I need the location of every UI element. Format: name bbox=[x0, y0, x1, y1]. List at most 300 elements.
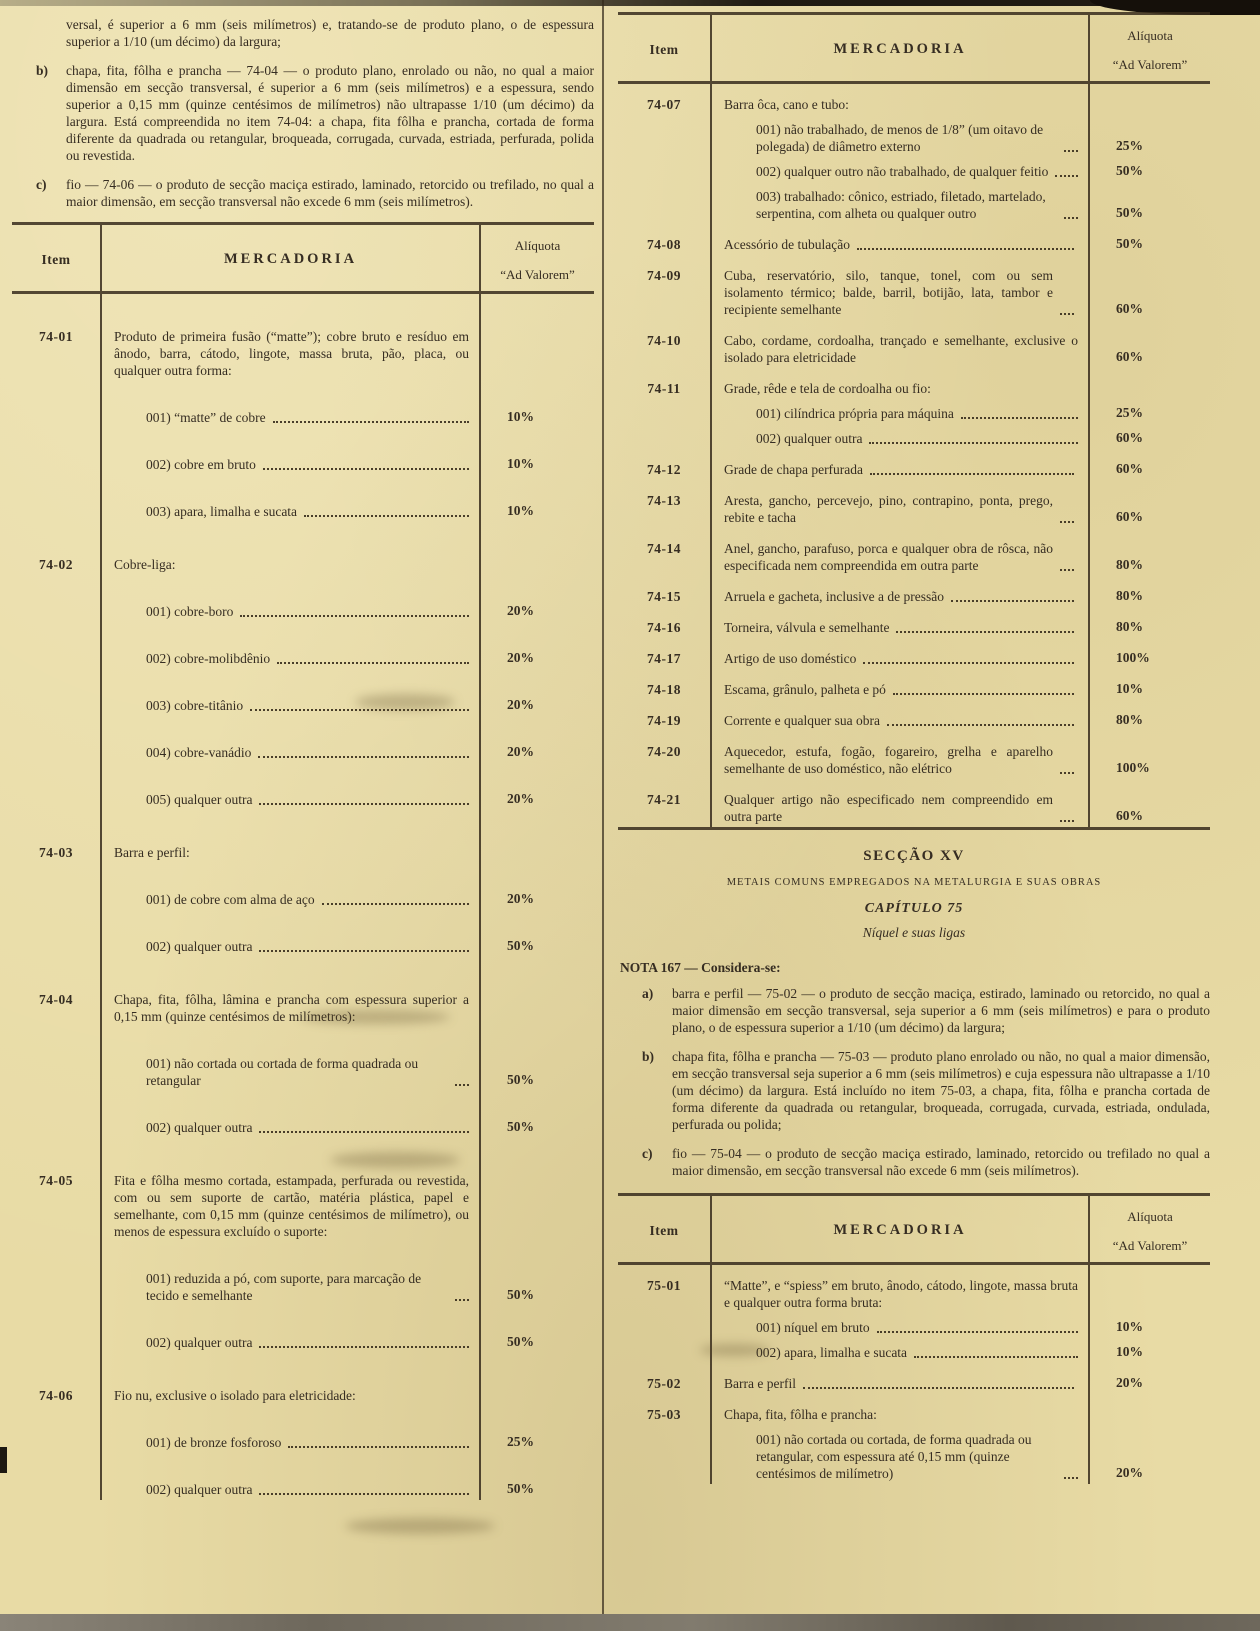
item-code bbox=[12, 716, 102, 763]
mercadoria-text: 002) apara, limalha e sucata bbox=[756, 1344, 1082, 1361]
mercadoria-text: Fio nu, exclusive o isolado para eletricidade: bbox=[114, 1388, 356, 1403]
aliquota-cell bbox=[1088, 424, 1210, 449]
aliquota-cell bbox=[1088, 182, 1210, 224]
aliquota-cell bbox=[1088, 1265, 1210, 1313]
dot-leader bbox=[259, 950, 469, 952]
aliquota-cell bbox=[1088, 449, 1210, 480]
mercadoria-text: Corrente e qualquer sua obra bbox=[724, 712, 1078, 729]
aliquota-value: 20% bbox=[507, 650, 534, 665]
mercadoria-cell bbox=[102, 810, 479, 863]
mercadoria-text: 003) apara, limalha e sucata bbox=[146, 503, 473, 520]
aliquota-value: 50% bbox=[507, 1072, 534, 1087]
ink-smudge bbox=[700, 1344, 770, 1356]
aliquota-value: 10% bbox=[1116, 681, 1143, 696]
aliquota-cell bbox=[1088, 669, 1210, 700]
dot-leader bbox=[1055, 175, 1078, 177]
mercadoria-cell bbox=[712, 1265, 1088, 1313]
mercadoria-text: 002) qualquer outra bbox=[146, 1119, 473, 1136]
mercadoria-text: Torneira, válvula e semelhante bbox=[724, 619, 1078, 636]
dot-leader bbox=[869, 442, 1078, 444]
scan-artifact-top-edge bbox=[0, 0, 1260, 6]
aliquota-value: 25% bbox=[1116, 138, 1143, 153]
mercadoria-text: Aresta, gancho, percevejo, pino, contrapino, ponta, prego, rebite e tacha bbox=[724, 492, 1078, 526]
aliquota-value: 50% bbox=[1116, 205, 1143, 220]
aliquota-cell bbox=[1088, 84, 1210, 115]
mercadoria-text: 001) não cortada ou cortada, de forma quadrada ou retangular, com espessura até 0,15 mm (quinze centésimos de milímetro) bbox=[756, 1431, 1082, 1482]
aliquota-value: 20% bbox=[507, 744, 534, 759]
dot-leader bbox=[304, 515, 469, 517]
mercadoria-text: 001) não cortada ou cortada de forma quadrada ou retangular bbox=[146, 1055, 473, 1089]
aliquota-cell bbox=[479, 1453, 594, 1500]
header-aliquota: Alíquota “Ad Valorem” bbox=[1088, 15, 1210, 84]
chapter-75-notes bbox=[618, 985, 1210, 1179]
dot-leader bbox=[288, 1446, 469, 1448]
aliquota-cell bbox=[1088, 399, 1210, 424]
mercadoria-text: 001) níquel em bruto bbox=[756, 1319, 1082, 1336]
item-code bbox=[618, 399, 712, 424]
right-column bbox=[618, 12, 1210, 1484]
aliquota-value: 100% bbox=[1116, 650, 1150, 665]
mercadoria-cell bbox=[712, 157, 1088, 182]
dot-leader bbox=[863, 662, 1074, 664]
aliquota-value: 80% bbox=[1116, 619, 1143, 634]
mercadoria-cell bbox=[102, 1453, 479, 1500]
mercadoria-text: 001) cilíndrica própria para máquina bbox=[756, 405, 1082, 422]
aliquota-value: 50% bbox=[507, 938, 534, 953]
aliquota-cell bbox=[1088, 1394, 1210, 1425]
mercadoria-text: Barra e perfil bbox=[724, 1375, 1078, 1392]
item-code bbox=[12, 910, 102, 957]
note-paragraph: b) chapa fita, fôlha e prancha — 75-03 — produto plano enrolado ou não, no qual a maior dimensão, em secção transversal seja superior a 6 mm (seis milímetros) e cuja espessura não ultrapasse a 1/10 (um décimo) da largura. Está incluído no item 75-03, a chapa, fita, fôlha e prancha cortada de forma diferente da quadrada ou retangular, broqueada, corrugada, curvada, estriada, ondulada, perfurada ou polida; bbox=[642, 1049, 1210, 1132]
tariff-table-copper-left bbox=[12, 222, 594, 1500]
dot-leader bbox=[1064, 217, 1078, 219]
aliquota-value: 60% bbox=[1116, 430, 1143, 445]
header-mercadoria: MERCADORIA bbox=[712, 15, 1088, 84]
aliquota-value: 50% bbox=[1116, 163, 1143, 178]
aliquota-value: 60% bbox=[1116, 461, 1143, 476]
mercadoria-cell bbox=[102, 622, 479, 669]
aliquota-value: 80% bbox=[1116, 712, 1143, 727]
item-code bbox=[12, 1242, 102, 1306]
item-code: 74-01 bbox=[12, 294, 102, 381]
mercadoria-cell bbox=[712, 424, 1088, 449]
dot-leader bbox=[259, 1131, 469, 1133]
mercadoria-cell bbox=[712, 480, 1088, 528]
dot-leader bbox=[277, 662, 469, 664]
item-code: 74-18 bbox=[618, 669, 712, 700]
item-code: 74-11 bbox=[618, 368, 712, 399]
item-code bbox=[12, 381, 102, 428]
aliquota-value: 50% bbox=[507, 1481, 534, 1496]
item-code: 74-10 bbox=[618, 320, 712, 368]
dot-leader bbox=[259, 1493, 469, 1495]
item-code bbox=[12, 575, 102, 622]
mercadoria-cell bbox=[712, 1363, 1088, 1394]
mercadoria-cell bbox=[102, 910, 479, 957]
item-code: 74-15 bbox=[618, 576, 712, 607]
mercadoria-cell bbox=[712, 368, 1088, 399]
item-code: 74-20 bbox=[618, 731, 712, 779]
mercadoria-cell bbox=[712, 449, 1088, 480]
mercadoria-text: 001) “matte” de cobre bbox=[146, 409, 473, 426]
scan-artifact-margin-mark bbox=[0, 1447, 7, 1473]
mercadoria-cell bbox=[712, 115, 1088, 157]
dot-leader bbox=[893, 693, 1074, 695]
mercadoria-cell bbox=[102, 1406, 479, 1453]
dot-leader bbox=[259, 1346, 469, 1348]
aliquota-cell bbox=[1088, 638, 1210, 669]
aliquota-value: 60% bbox=[1116, 808, 1143, 823]
aliquota-cell bbox=[1088, 528, 1210, 576]
dot-leader bbox=[259, 803, 469, 805]
tariff-table-nickel bbox=[618, 1193, 1210, 1484]
aliquota-cell bbox=[479, 475, 594, 522]
item-code: 74-02 bbox=[12, 522, 102, 575]
mercadoria-text: 001) reduzida a pó, com suporte, para marcação de tecido e semelhante bbox=[146, 1270, 473, 1304]
aliquota-value: 20% bbox=[507, 791, 534, 806]
dot-leader bbox=[322, 903, 469, 905]
mercadoria-text: Grade, rêde e tela de cordoalha ou fio: bbox=[724, 381, 931, 396]
aliquota-cell bbox=[1088, 157, 1210, 182]
aliquota-value: 20% bbox=[507, 891, 534, 906]
aliquota-value: 100% bbox=[1116, 760, 1150, 775]
aliquota-cell bbox=[1088, 779, 1210, 827]
dot-leader bbox=[250, 709, 469, 711]
mercadoria-cell bbox=[712, 528, 1088, 576]
note-paragraph: c) fio — 74-06 — o produto de secção maciça estirado, laminado, retorcido ou trefilado, no qual a maior dimensão, em secção transversal não excede 6 mm (seis milímetros). bbox=[36, 177, 594, 209]
item-code bbox=[12, 763, 102, 810]
mercadoria-cell bbox=[712, 84, 1088, 115]
mercadoria-cell bbox=[712, 224, 1088, 255]
left-column bbox=[12, 16, 594, 1500]
mercadoria-text: Escama, grânulo, palheta e pó bbox=[724, 681, 1078, 698]
aliquota-cell bbox=[479, 381, 594, 428]
header-mercadoria: MERCADORIA bbox=[102, 225, 479, 294]
aliquota-value: 10% bbox=[1116, 1344, 1143, 1359]
mercadoria-cell bbox=[712, 669, 1088, 700]
mercadoria-cell bbox=[102, 475, 479, 522]
mercadoria-text: 003) trabalhado: cônico, estriado, filetado, martelado, serpentina, com alheta ou qualquer outro bbox=[756, 188, 1082, 222]
mercadoria-cell bbox=[712, 1394, 1088, 1425]
mercadoria-cell bbox=[712, 182, 1088, 224]
aliquota-cell bbox=[479, 294, 594, 381]
dot-leader bbox=[1064, 1477, 1078, 1479]
mercadoria-cell bbox=[712, 576, 1088, 607]
aliquota-cell bbox=[479, 428, 594, 475]
mercadoria-cell bbox=[712, 1425, 1088, 1484]
dot-leader bbox=[870, 473, 1074, 475]
aliquota-cell bbox=[479, 763, 594, 810]
aliquota-cell bbox=[479, 1353, 594, 1406]
item-code: 74-16 bbox=[618, 607, 712, 638]
dot-leader bbox=[258, 756, 469, 758]
header-aliquota: Alíquota “Ad Valorem” bbox=[479, 225, 594, 294]
nota-heading: NOTA 167 — Considera-se: bbox=[620, 960, 781, 975]
aliquota-cell bbox=[479, 1027, 594, 1091]
mercadoria-text: Barra e perfil: bbox=[114, 845, 190, 860]
aliquota-cell bbox=[479, 669, 594, 716]
aliquota-value: 50% bbox=[507, 1119, 534, 1134]
mercadoria-text: 002) cobre-molibdênio bbox=[146, 650, 473, 667]
scan-artifact-bottom-edge bbox=[0, 1614, 1260, 1631]
aliquota-value: 50% bbox=[507, 1287, 534, 1302]
item-code bbox=[12, 475, 102, 522]
aliquota-value: 20% bbox=[507, 697, 534, 712]
mercadoria-cell bbox=[712, 320, 1088, 368]
note-paragraph: versal, é superior a 6 mm (seis milímetros) e, tratando-se de produto plano, o de espessura superior a 1/10 (um décimo) da largura; bbox=[66, 17, 594, 49]
item-code bbox=[12, 1027, 102, 1091]
item-code: 75-01 bbox=[618, 1265, 712, 1313]
mercadoria-cell bbox=[102, 1353, 479, 1406]
mercadoria-text: Anel, gancho, parafuso, porca e qualquer obra de rôsca, não especificada nem compreendida em outra parte bbox=[724, 540, 1078, 574]
item-code bbox=[12, 1453, 102, 1500]
column-divider bbox=[602, 0, 604, 1631]
mercadoria-cell bbox=[102, 863, 479, 910]
aliquota-cell bbox=[479, 1306, 594, 1353]
aliquota-cell bbox=[479, 522, 594, 575]
note-paragraph: b) chapa, fita, fôlha e prancha — 74-04 — o produto plano, enrolado ou não, no qual a maior dimensão em secção transversal, é superior a 6 mm (seis milímetros) e a espessura, sendo superior a 0,15 mm (quinze centésimos de milímetros) não ultrapasse 1/10 (um décimo) da largura. Está compreendida no item 74-04: a chapa, fita fôlha e prancha, cortada de forma diferente da quadrada ou retangular, broqueada, corrugada, curvada, estriada, perfurada, polida ou revestida. bbox=[36, 63, 594, 163]
section-subtitle: METAIS COMUNS EMPREGADOS NA METALURGIA E SUAS OBRAS bbox=[726, 877, 1102, 888]
aliquota-cell bbox=[479, 1091, 594, 1138]
mercadoria-text: 002) qualquer outra bbox=[756, 430, 1082, 447]
aliquota-cell bbox=[1088, 255, 1210, 320]
dot-leader bbox=[877, 1331, 1078, 1333]
item-code: 74-12 bbox=[618, 449, 712, 480]
mercadoria-text: 003) cobre-titânio bbox=[146, 697, 473, 714]
aliquota-cell bbox=[1088, 1425, 1210, 1484]
dot-leader bbox=[240, 615, 469, 617]
item-code bbox=[12, 669, 102, 716]
dot-leader bbox=[263, 468, 469, 470]
item-code: 74-04 bbox=[12, 957, 102, 1027]
mercadoria-cell bbox=[102, 428, 479, 475]
aliquota-cell bbox=[479, 863, 594, 910]
dot-leader bbox=[455, 1084, 469, 1086]
aliquota-cell bbox=[479, 1242, 594, 1306]
mercadoria-text: Cuba, reservatório, silo, tanque, tonel, com ou sem isolamento térmico; balde, barril, botijão, lata, tambor e recipiente semelhante bbox=[724, 267, 1078, 318]
dot-leader bbox=[1064, 150, 1078, 152]
mercadoria-text: Cobre-liga: bbox=[114, 557, 176, 572]
aliquota-value: 50% bbox=[507, 1334, 534, 1349]
aliquota-cell bbox=[479, 910, 594, 957]
dot-leader bbox=[273, 421, 469, 423]
item-code bbox=[618, 182, 712, 224]
item-code bbox=[12, 1306, 102, 1353]
mercadoria-text: 001) cobre-boro bbox=[146, 603, 473, 620]
mercadoria-cell bbox=[712, 399, 1088, 424]
mercadoria-text: Grade de chapa perfurada bbox=[724, 461, 1078, 478]
dot-leader bbox=[961, 417, 1078, 419]
ink-smudge bbox=[300, 1010, 450, 1024]
mercadoria-cell bbox=[102, 381, 479, 428]
aliquota-value: 50% bbox=[1116, 236, 1143, 251]
mercadoria-cell bbox=[102, 1306, 479, 1353]
dot-leader bbox=[896, 631, 1074, 633]
item-code: 74-21 bbox=[618, 779, 712, 827]
mercadoria-text: Chapa, fita, fôlha, lâmina e prancha com espessura superior a 0,15 mm (quinze centésimos de milímetros): bbox=[114, 992, 469, 1024]
aliquota-value: 10% bbox=[507, 409, 534, 424]
item-code bbox=[618, 157, 712, 182]
mercadoria-cell bbox=[712, 638, 1088, 669]
mercadoria-text: Artigo de uso doméstico bbox=[724, 650, 1078, 667]
dot-leader bbox=[803, 1387, 1074, 1389]
mercadoria-cell bbox=[102, 294, 479, 381]
item-code: 74-17 bbox=[618, 638, 712, 669]
item-code: 74-03 bbox=[12, 810, 102, 863]
header-item: Item bbox=[618, 1196, 712, 1265]
section-title: SECÇÃO XV bbox=[863, 848, 965, 864]
aliquota-cell bbox=[1088, 368, 1210, 399]
aliquota-cell bbox=[479, 810, 594, 863]
dot-leader bbox=[1060, 569, 1074, 571]
aliquota-cell bbox=[1088, 480, 1210, 528]
mercadoria-cell bbox=[102, 763, 479, 810]
aliquota-value: 25% bbox=[507, 1434, 534, 1449]
ink-smudge bbox=[330, 1152, 460, 1168]
item-code bbox=[12, 1091, 102, 1138]
item-code: 74-09 bbox=[618, 255, 712, 320]
aliquota-value: 10% bbox=[507, 503, 534, 518]
mercadoria-cell bbox=[712, 779, 1088, 827]
aliquota-cell bbox=[1088, 1363, 1210, 1394]
mercadoria-cell bbox=[712, 731, 1088, 779]
aliquota-cell bbox=[479, 1138, 594, 1242]
dot-leader bbox=[857, 248, 1074, 250]
item-code: 74-05 bbox=[12, 1138, 102, 1242]
header-item: Item bbox=[12, 225, 102, 294]
item-code: 74-14 bbox=[618, 528, 712, 576]
mercadoria-text: 004) cobre-vanádio bbox=[146, 744, 473, 761]
aliquota-cell bbox=[1088, 320, 1210, 368]
section-heading-block bbox=[618, 830, 1210, 949]
item-code: 74-13 bbox=[618, 480, 712, 528]
dot-leader bbox=[1060, 521, 1074, 523]
aliquota-value: 60% bbox=[1116, 349, 1143, 364]
dot-leader bbox=[1060, 313, 1074, 315]
dot-leader bbox=[887, 724, 1074, 726]
mercadoria-cell bbox=[712, 607, 1088, 638]
mercadoria-cell bbox=[712, 1313, 1088, 1338]
aliquota-value: 10% bbox=[507, 456, 534, 471]
aliquota-cell bbox=[479, 575, 594, 622]
item-code bbox=[12, 1406, 102, 1453]
aliquota-cell bbox=[1088, 731, 1210, 779]
aliquota-cell bbox=[1088, 1338, 1210, 1363]
mercadoria-text: Chapa, fita, fôlha e prancha: bbox=[724, 1407, 877, 1422]
aliquota-cell bbox=[1088, 224, 1210, 255]
mercadoria-text: Arruela e gacheta, inclusive a de pressão bbox=[724, 588, 1078, 605]
mercadoria-cell bbox=[102, 522, 479, 575]
dot-leader bbox=[455, 1299, 469, 1301]
dot-leader bbox=[1060, 772, 1074, 774]
dot-leader bbox=[914, 1356, 1078, 1358]
chapter-title: CAPÍTULO 75 bbox=[864, 901, 964, 916]
item-code bbox=[618, 424, 712, 449]
mercadoria-text: 005) qualquer outra bbox=[146, 791, 473, 808]
aliquota-value: 20% bbox=[507, 603, 534, 618]
item-code bbox=[618, 115, 712, 157]
item-code: 74-07 bbox=[618, 84, 712, 115]
mercadoria-text: 002) qualquer outra bbox=[146, 1481, 473, 1498]
aliquota-value: 60% bbox=[1116, 301, 1143, 316]
aliquota-cell bbox=[1088, 576, 1210, 607]
aliquota-value: 25% bbox=[1116, 405, 1143, 420]
mercadoria-text: 001) de bronze fosforoso bbox=[146, 1434, 473, 1451]
item-code bbox=[618, 1338, 712, 1363]
item-code: 74-06 bbox=[12, 1353, 102, 1406]
mercadoria-cell bbox=[712, 255, 1088, 320]
item-code bbox=[12, 863, 102, 910]
item-code bbox=[618, 1425, 712, 1484]
aliquota-cell bbox=[1088, 700, 1210, 731]
mercadoria-text: Aquecedor, estufa, fogão, fogareiro, grelha e aparelho semelhante de uso doméstico, não elétrico bbox=[724, 743, 1078, 777]
mercadoria-cell bbox=[102, 1242, 479, 1306]
mercadoria-cell bbox=[102, 575, 479, 622]
header-mercadoria: MERCADORIA bbox=[712, 1196, 1088, 1265]
aliquota-value: 20% bbox=[1116, 1465, 1143, 1480]
mercadoria-text: Acessório de tubulação bbox=[724, 236, 1078, 253]
aliquota-value: 80% bbox=[1116, 557, 1143, 572]
aliquota-cell bbox=[479, 1406, 594, 1453]
mercadoria-cell bbox=[102, 1091, 479, 1138]
mercadoria-text: Barra ôca, cano e tubo: bbox=[724, 97, 849, 112]
aliquota-value: 80% bbox=[1116, 588, 1143, 603]
chapter-subtitle: Níquel e suas ligas bbox=[862, 925, 966, 940]
item-code: 74-08 bbox=[618, 224, 712, 255]
dot-leader bbox=[951, 600, 1074, 602]
item-code: 75-02 bbox=[618, 1363, 712, 1394]
mercadoria-text: Fita e fôlha mesmo cortada, estampada, perfurada ou revestida, com ou sem suporte de cartão, matéria plástica, papel e semelhante, com 0,15 mm (quinze centésimos de milímetro), ou menos de espessura excluído o suporte: bbox=[114, 1173, 469, 1239]
aliquota-value: 10% bbox=[1116, 1319, 1143, 1334]
mercadoria-cell bbox=[102, 716, 479, 763]
note-paragraph: c) fio — 75-04 — o produto de secção maciça estirado, laminado, retorcido ou trefilado no qual a maior dimensão, em secção transversal não excede 6 mm (seis milímetros). bbox=[642, 1146, 1210, 1178]
mercadoria-text: Cabo, cordame, cordoalha, trançado e semelhante, exclusive o isolado para eletricidade bbox=[724, 333, 1078, 365]
mercadoria-text: Produto de primeira fusão (“matte”); cobre bruto e resíduo em ânodo, barra, cátodo, lingote, massa bruta, pão, placa, ou qualquer outra forma: bbox=[114, 329, 469, 378]
mercadoria-text: “Matte”, e “spiess” em bruto, ânodo, cátodo, lingote, massa bruta e qualquer outra forma bruta: bbox=[724, 1278, 1078, 1310]
item-code bbox=[12, 622, 102, 669]
mercadoria-text: 002) qualquer outra bbox=[146, 938, 473, 955]
header-item: Item bbox=[618, 15, 712, 84]
mercadoria-text: 002) qualquer outra bbox=[146, 1334, 473, 1351]
aliquota-value: 60% bbox=[1116, 509, 1143, 524]
header-aliquota: Alíquota “Ad Valorem” bbox=[1088, 1196, 1210, 1265]
ink-smudge bbox=[355, 694, 455, 710]
item-code: 74-19 bbox=[618, 700, 712, 731]
chapter-74-notes bbox=[12, 16, 594, 210]
mercadoria-cell bbox=[102, 1027, 479, 1091]
mercadoria-text: Qualquer artigo não especificado nem compreendido em outra parte bbox=[724, 791, 1078, 825]
item-code: 75-03 bbox=[618, 1394, 712, 1425]
item-code bbox=[12, 428, 102, 475]
mercadoria-text: 001) de cobre com alma de aço bbox=[146, 891, 473, 908]
note-paragraph: a) barra e perfil — 75-02 — o produto de secção maciça, estirado, laminado ou retorcido, no qual a maior dimensão em secção transversal, seja superior a 6 mm (seis milímetros) e para o produto plano, o de espessura superior a 1/10 (um décimo) da largura; bbox=[642, 986, 1210, 1035]
mercadoria-cell bbox=[712, 700, 1088, 731]
item-code bbox=[618, 1313, 712, 1338]
aliquota-cell bbox=[479, 957, 594, 1027]
aliquota-cell bbox=[479, 622, 594, 669]
ink-smudge bbox=[345, 1518, 495, 1534]
aliquota-cell bbox=[1088, 115, 1210, 157]
mercadoria-text: 002) cobre em bruto bbox=[146, 456, 473, 473]
mercadoria-text: 002) qualquer outro não trabalhado, de qualquer feitio bbox=[756, 163, 1082, 180]
dot-leader bbox=[1060, 820, 1074, 822]
mercadoria-text: 001) não trabalhado, de menos de 1/8” (um oitavo de polegada) de diâmetro externo bbox=[756, 121, 1082, 155]
tariff-table-copper-right bbox=[618, 12, 1210, 830]
aliquota-cell bbox=[1088, 1313, 1210, 1338]
aliquota-cell bbox=[1088, 607, 1210, 638]
aliquota-value: 20% bbox=[1116, 1375, 1143, 1390]
aliquota-cell bbox=[479, 716, 594, 763]
